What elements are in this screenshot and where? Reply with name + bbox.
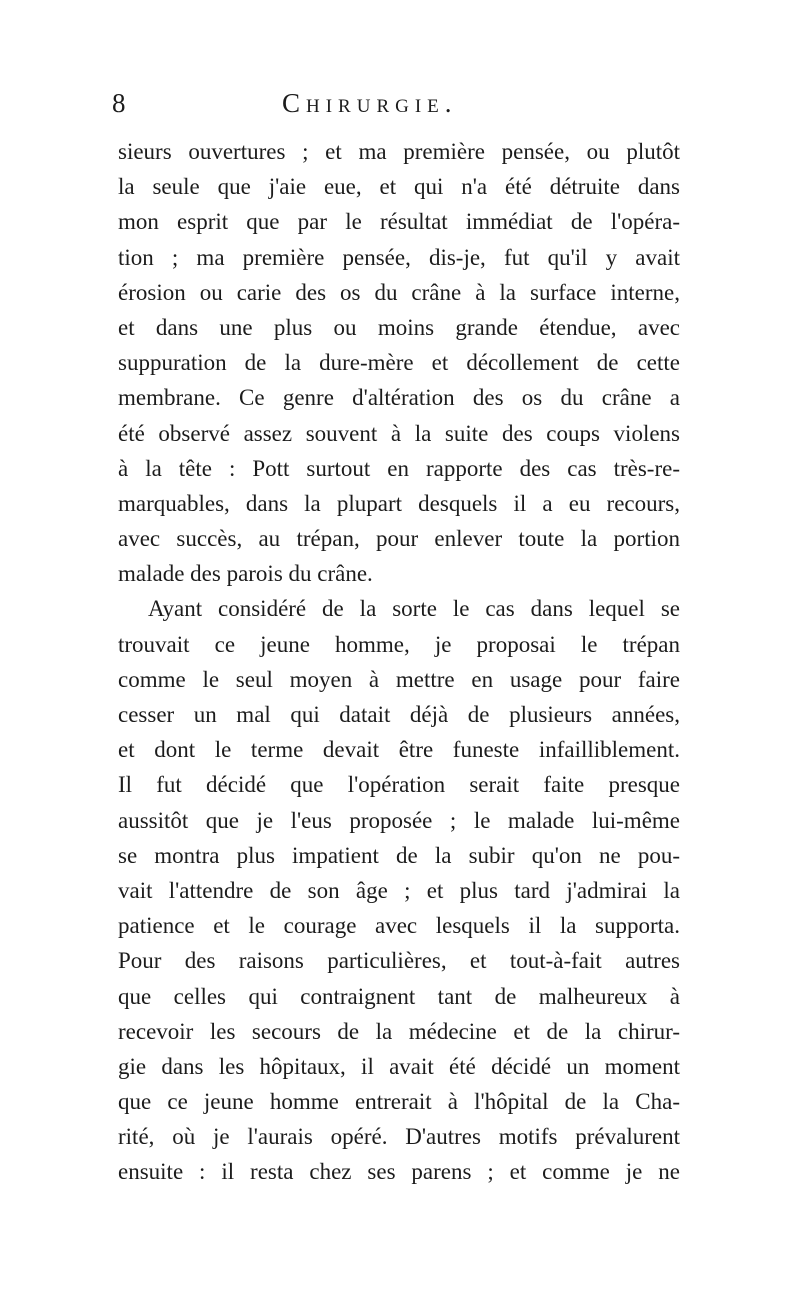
text-line: cesser un mal qui datait déjà de plusieurs années,: [118, 702, 680, 727]
page-header: [112, 88, 692, 128]
text-line: à la tête : Pott surtout en rapporte des cas très-re-: [118, 455, 680, 481]
text-line: aussitôt que je l'eus proposée ; le malade lui-même: [118, 807, 680, 833]
text-line: patience et le courage avec lesquels il la supporta.: [118, 913, 680, 939]
text-line: recevoir les secours de la médecine et de la chirur-: [118, 1018, 680, 1044]
text-line: été observé assez souvent à la suite des coups violens: [118, 420, 680, 446]
text-line: mon esprit que par le résultat immédiat de l'opéra-: [118, 209, 680, 235]
text-line: gie dans les hôpitaux, il avait été décidé un moment: [118, 1053, 680, 1079]
body-text: [118, 134, 680, 1190]
running-head: Chirurgie.: [282, 88, 458, 118]
text-line: vait l'attendre de son âge ; et plus tard j'admirai la: [118, 877, 680, 903]
text-line: malade des parois du crâne.: [118, 561, 373, 587]
text-line: se montra plus impatient de la subir qu'on ne pou-: [118, 842, 680, 868]
text-line: et dont le terme devait être funeste infailliblement.: [118, 737, 680, 763]
text-line: que celles qui contraignent tant de malheureux à: [118, 983, 680, 1009]
text-line: et dans une plus ou moins grande étendue, avec: [118, 314, 680, 340]
text-line: la seule que j'aie eue, et qui n'a été détruite dans: [118, 174, 680, 200]
text-line: Pour des raisons particulières, et tout-à-fait autres: [118, 948, 680, 974]
text-line: tion ; ma première pensée, dis-je, fut qu'il y avait: [118, 244, 680, 270]
text-line: membrane. Ce genre d'altération des os du crâne a: [118, 385, 680, 411]
text-line: avec succès, au trépan, pour enlever toute la portion: [118, 526, 680, 552]
text-line: trouvait ce jeune homme, je proposai le trépan: [118, 631, 680, 657]
text-line: Il fut décidé que l'opération serait faite presque: [118, 772, 680, 798]
text-line: comme le seul moyen à mettre en usage pour faire: [118, 666, 680, 692]
page-number: 8: [112, 88, 126, 118]
paragraph-start-line: Ayant considéré de la sorte le cas dans lequel se: [148, 596, 680, 622]
text-line: érosion ou carie des os du crâne à la surface interne,: [118, 279, 680, 305]
text-line: rité, où je l'aurais opéré. D'autres motifs prévalurent: [118, 1124, 680, 1150]
text-line: sieurs ouvertures ; et ma première pensée, ou plutôt: [118, 139, 680, 164]
text-line: ensuite : il resta chez ses parens ; et comme je ne: [118, 1159, 680, 1185]
text-line: que ce jeune homme entrerait à l'hôpital de la Cha-: [118, 1089, 680, 1115]
text-line: marquables, dans la plupart desquels il a eu recours,: [118, 490, 680, 516]
text-line: suppuration de la dure-mère et décollement de cette: [118, 350, 680, 376]
